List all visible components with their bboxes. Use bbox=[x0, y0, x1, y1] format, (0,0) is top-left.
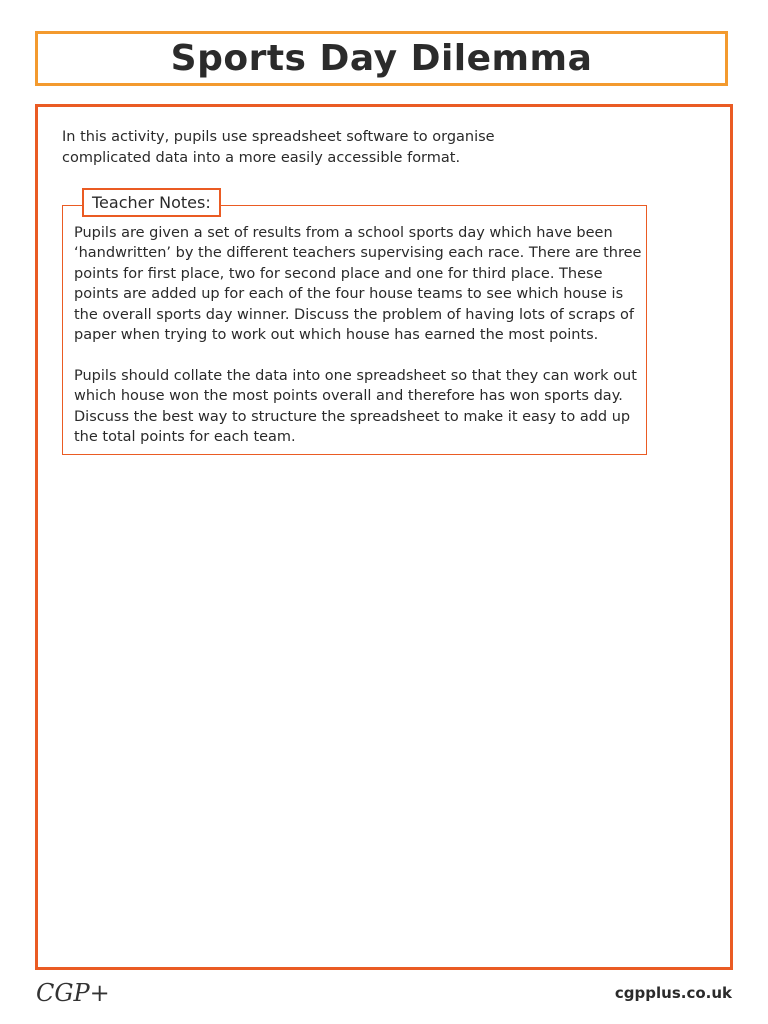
cgp-logo bbox=[36, 975, 116, 1009]
teacher-notes-label: Teacher Notes: bbox=[82, 188, 221, 217]
notes-paragraph: Pupils should collate the data into one spreadsheet so that they can work out which house won the most points overall and therefore has won sports day. Discuss the best way to structure the spreadsheet to make it easy to add up the total points for each team. bbox=[74, 367, 637, 446]
footer-url: cgpplus.co.uk bbox=[614, 984, 732, 1002]
intro-text: In this activity, pupils use spreadsheet software to organise complicated data into a more easily accessible format. bbox=[62, 129, 495, 166]
title-banner bbox=[35, 31, 728, 86]
page-title: Sports Day Dilemma bbox=[170, 38, 593, 79]
notes-paragraph: Pupils are given a set of results from a school sports day which have been ‘handwritten’ by the different teachers supervising each race. There are three points for first place, two for second place and one for third place. These points are added up for each of the four house teams to see which house is the overall sports day winner. Discuss the problem of having lots of scraps of paper when trying to work out which house has earned the most points. bbox=[74, 225, 642, 344]
cgp-logo-text: CGP+ bbox=[36, 979, 110, 1007]
teacher-notes-text bbox=[74, 223, 644, 468]
